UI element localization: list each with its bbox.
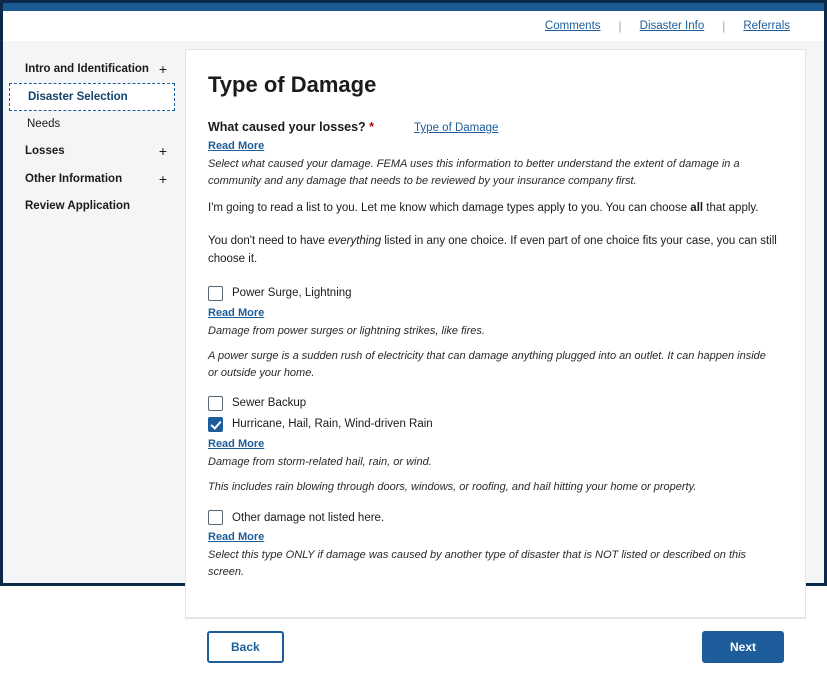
read-more-question[interactable]: Read More xyxy=(208,140,265,152)
read-more-hurricane[interactable]: Read More xyxy=(208,437,265,450)
checkbox-power-surge-lightning[interactable] xyxy=(208,286,223,301)
option-block-sewer-backup xyxy=(208,396,783,411)
type-of-damage-link[interactable]: Type of Damage xyxy=(414,122,499,134)
sidebar-item-losses[interactable] xyxy=(3,137,181,165)
nav-link-disaster-info[interactable]: Disaster Info xyxy=(639,20,705,32)
nav-link-comments[interactable]: Comments xyxy=(544,20,601,32)
question-header xyxy=(208,120,783,134)
instruction-1-bold: all xyxy=(690,202,704,215)
form-card xyxy=(185,49,806,618)
required-indicator: * xyxy=(369,120,375,134)
utility-navigation xyxy=(3,11,824,41)
option-row[interactable] xyxy=(208,417,783,432)
top-accent-bar xyxy=(3,3,824,11)
question-helper-text: Select what caused your damage. FEMA uses this information to better understand the extent of damage in a community and any damage that needs to be reviewed by your insurance company first. xyxy=(208,158,740,188)
nav-separator: | xyxy=(618,19,622,33)
nav-link-referrals[interactable]: Referrals xyxy=(743,20,790,32)
sidebar-item-label: Needs xyxy=(27,118,61,130)
instruction-paragraph-1 xyxy=(208,200,783,217)
read-more-other-damage[interactable]: Read More xyxy=(208,531,265,544)
sidebar-item-label: Disaster Selection xyxy=(28,91,128,103)
option-helper-power-surge-1: Damage from power surges or lightning strikes, like fires. xyxy=(208,324,485,337)
option-block-power-surge xyxy=(208,286,783,382)
option-row[interactable] xyxy=(208,286,783,301)
sidebar-item-label: Losses xyxy=(25,145,65,157)
instruction-paragraph-2 xyxy=(208,233,783,268)
plus-icon[interactable]: + xyxy=(158,143,167,159)
instruction-1-pre: I'm going to read a list to you. Let me know which damage types apply to you. You can choose xyxy=(208,202,691,215)
plus-icon[interactable]: + xyxy=(158,171,167,187)
body-wrapper xyxy=(3,41,824,655)
sidebar-item-label: Review Application xyxy=(25,200,131,212)
sidebar-item-label: Intro and Identification xyxy=(25,63,149,75)
question-label xyxy=(208,120,374,134)
option-helper-hurricane-1: Damage from storm-related hail, rain, or wind. xyxy=(208,455,432,468)
option-helper-hurricane-2: This includes rain blowing through doors, windows, or roofing, and hail hitting your home or property. xyxy=(208,481,697,494)
option-row[interactable] xyxy=(208,396,783,411)
option-label[interactable]: Hurricane, Hail, Rain, Wind-driven Rain xyxy=(232,418,433,431)
back-button[interactable]: Back xyxy=(207,631,284,663)
sidebar-item-disaster-selection[interactable] xyxy=(9,83,175,111)
sidebar-item-other-information[interactable] xyxy=(3,165,181,193)
instruction-1-post: that apply. xyxy=(703,202,759,215)
instruction-2-post: listed in any one choice. If even part of one choice fits your case, you can still choose it. xyxy=(208,235,777,265)
nav-separator: | xyxy=(722,19,726,33)
plus-icon[interactable]: + xyxy=(158,61,167,77)
sidebar-item-needs[interactable] xyxy=(3,111,181,137)
instruction-2-pre: You don't need to have xyxy=(208,235,329,248)
option-label[interactable]: Other damage not listed here. xyxy=(232,511,385,524)
sidebar-item-review-application[interactable] xyxy=(3,193,181,219)
content-area xyxy=(181,41,824,655)
read-more-power-surge[interactable]: Read More xyxy=(208,306,265,319)
sidebar-item-label: Other Information xyxy=(25,173,123,185)
option-block-hurricane-hail-rain xyxy=(208,417,783,496)
option-label[interactable]: Sewer Backup xyxy=(232,397,307,410)
checkbox-hurricane-hail-rain-wind-driven-rain[interactable] xyxy=(208,417,223,432)
checkbox-other-damage-not-listed[interactable] xyxy=(208,510,223,525)
sidebar-navigation xyxy=(3,41,181,583)
option-block-other-damage xyxy=(208,510,783,581)
option-helper-other-damage: Select this type ONLY if damage was caused by another type of disaster that is NOT listed or described on this screen. xyxy=(208,549,747,579)
option-helper-power-surge-2: A power surge is a sudden rush of electricity that can damage anything plugged into an outlet. It can happen inside or outside your home. xyxy=(208,349,766,379)
sidebar-item-intro-and-identification[interactable] xyxy=(3,55,181,83)
option-row[interactable] xyxy=(208,510,783,525)
instruction-2-emphasis: everything xyxy=(328,235,382,248)
form-footer xyxy=(185,618,806,675)
page-title: Type of Damage xyxy=(208,72,377,97)
option-label[interactable]: Power Surge, Lightning xyxy=(232,287,352,300)
checkbox-sewer-backup[interactable] xyxy=(208,396,223,411)
damage-type-options xyxy=(208,286,783,581)
question-text: What caused your losses? xyxy=(208,120,366,134)
next-button[interactable]: Next xyxy=(702,631,784,663)
